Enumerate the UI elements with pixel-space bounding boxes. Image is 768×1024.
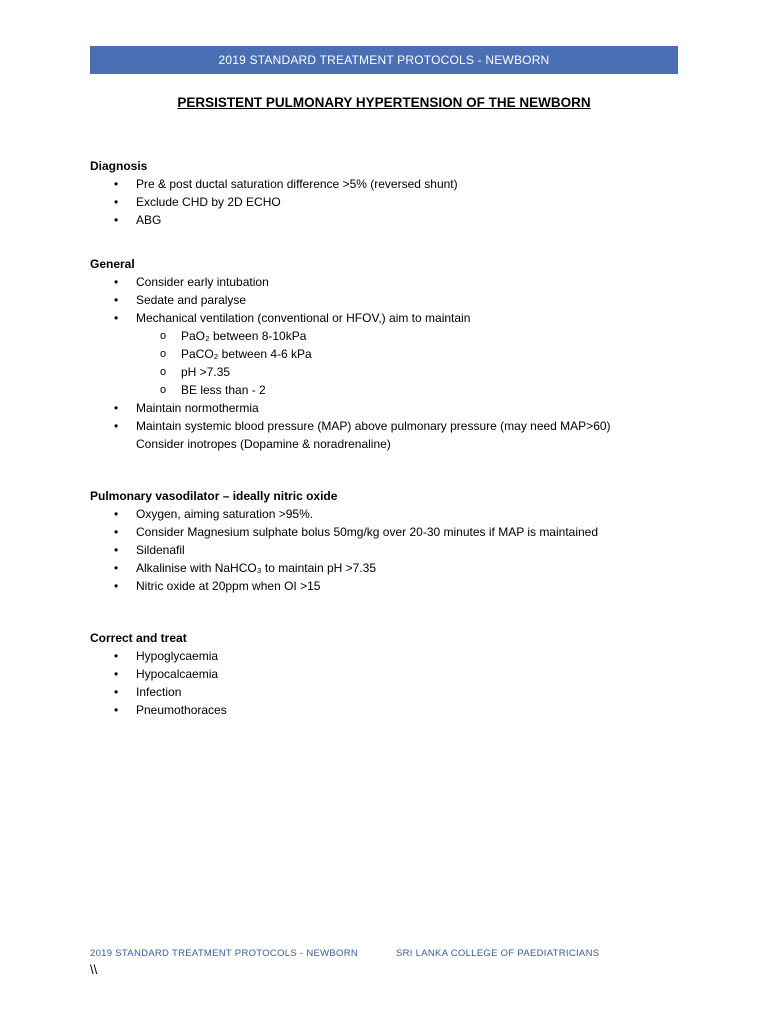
sub-bullet-marker: o	[160, 330, 167, 342]
bullet-marker: •	[114, 507, 119, 521]
section-heading: Diagnosis	[90, 159, 148, 173]
diagnosis-list	[90, 175, 690, 229]
correct-treat-section	[90, 629, 690, 719]
bullet-marker: •	[114, 685, 119, 699]
sub-bullet-marker: o	[160, 384, 167, 396]
list-item	[90, 505, 690, 523]
bullet-marker: •	[114, 579, 119, 593]
list-item	[90, 399, 690, 417]
ventilation-targets-list	[90, 327, 690, 399]
vasodilator-section	[90, 487, 690, 595]
list-item	[90, 273, 690, 291]
list-item-text: Sildenafil	[136, 543, 185, 557]
list-item-text: Oxygen, aiming saturation >95%.	[136, 507, 314, 521]
page-title: PERSISTENT PULMONARY HYPERTENSION OF THE NEWBORN	[177, 95, 591, 110]
list-item	[90, 541, 690, 559]
sub-list-item	[90, 327, 690, 345]
list-item-text: Consider early intubation	[136, 275, 269, 289]
bullet-marker: •	[114, 293, 119, 307]
bullet-marker: •	[114, 177, 119, 191]
vasodilator-list	[90, 505, 690, 595]
section-heading: Pulmonary vasodilator – ideally nitric oxide	[90, 489, 338, 503]
bullet-marker: •	[114, 525, 119, 539]
general-list-continued	[90, 399, 690, 453]
correct-treat-list	[90, 647, 690, 719]
footer-mark: \\	[90, 962, 98, 977]
list-item-text: Infection	[136, 685, 182, 699]
list-item-text: Sedate and paralyse	[136, 293, 247, 307]
list-item	[90, 559, 690, 577]
list-item	[90, 665, 690, 683]
list-item-text: Nitric oxide at 20ppm when OI >15	[136, 579, 321, 593]
list-item	[90, 193, 690, 211]
sub-bullet-marker: o	[160, 366, 167, 378]
section-heading: Correct and treat	[90, 631, 187, 645]
sub-list-item-text: PaCO₂ between 4-6 kPa	[181, 347, 312, 361]
section-heading: General	[90, 257, 135, 271]
general-list	[90, 273, 690, 327]
diagnosis-section	[90, 157, 690, 229]
list-item-text: Exclude CHD by 2D ECHO	[136, 195, 281, 209]
bullet-marker: •	[114, 311, 119, 325]
document-body	[90, 157, 690, 745]
sub-list-item	[90, 363, 690, 381]
list-item	[90, 701, 690, 719]
list-item	[90, 683, 690, 701]
list-item-text: Pre & post ductal saturation difference >5% (reversed shunt)	[136, 177, 458, 191]
list-item	[90, 577, 690, 595]
list-item-text: Consider Magnesium sulphate bolus 50mg/kg over 20-30 minutes if MAP is maintained	[136, 525, 599, 539]
list-item-text: Alkalinise with NaHCO₃ to maintain pH >7.35	[136, 561, 376, 575]
sub-list-item-text: PaO₂ between 8-10kPa	[181, 329, 307, 343]
list-item-text: Hypocalcaemia	[136, 667, 219, 681]
bullet-marker: •	[114, 419, 119, 433]
list-item-continuation: Consider inotropes (Dopamine & noradrenaline)	[136, 437, 391, 451]
general-section	[90, 255, 690, 453]
bullet-marker: •	[114, 667, 119, 681]
list-item	[90, 647, 690, 665]
list-item-text: Mechanical ventilation (conventional or HFOV,) aim to maintain	[136, 311, 471, 325]
bullet-marker: •	[114, 195, 119, 209]
list-item-text: Hypoglycaemia	[136, 649, 219, 663]
bullet-marker: •	[114, 543, 119, 557]
footer-right: SRI LANKA COLLEGE OF PAEDIATRICIANS	[396, 948, 600, 959]
bullet-marker: •	[114, 703, 119, 717]
bullet-marker: •	[114, 401, 119, 415]
bullet-marker: •	[114, 275, 119, 289]
sub-list-item	[90, 381, 690, 399]
list-item	[90, 291, 690, 309]
list-item-text: ABG	[136, 213, 162, 227]
header-banner: 2019 STANDARD TREATMENT PROTOCOLS - NEWBORN	[90, 46, 678, 74]
sub-list-item-text: BE less than - 2	[181, 383, 266, 397]
sub-list-item	[90, 345, 690, 363]
list-item	[90, 175, 690, 193]
list-item-text: Maintain normothermia	[136, 401, 259, 415]
sub-list-item-text: pH >7.35	[181, 365, 231, 379]
list-item	[90, 523, 690, 541]
list-item-text: Maintain systemic blood pressure (MAP) above pulmonary pressure (may need MAP>60)	[136, 419, 611, 433]
bullet-marker: •	[114, 213, 119, 227]
bullet-marker: •	[114, 649, 119, 663]
sub-bullet-marker: o	[160, 348, 167, 360]
list-item-text: Pneumothoraces	[136, 703, 227, 717]
list-item	[90, 417, 690, 453]
footer-left: 2019 STANDARD TREATMENT PROTOCOLS - NEWBORN	[90, 948, 359, 959]
list-item	[90, 309, 690, 327]
bullet-marker: •	[114, 561, 119, 575]
list-item	[90, 211, 690, 229]
